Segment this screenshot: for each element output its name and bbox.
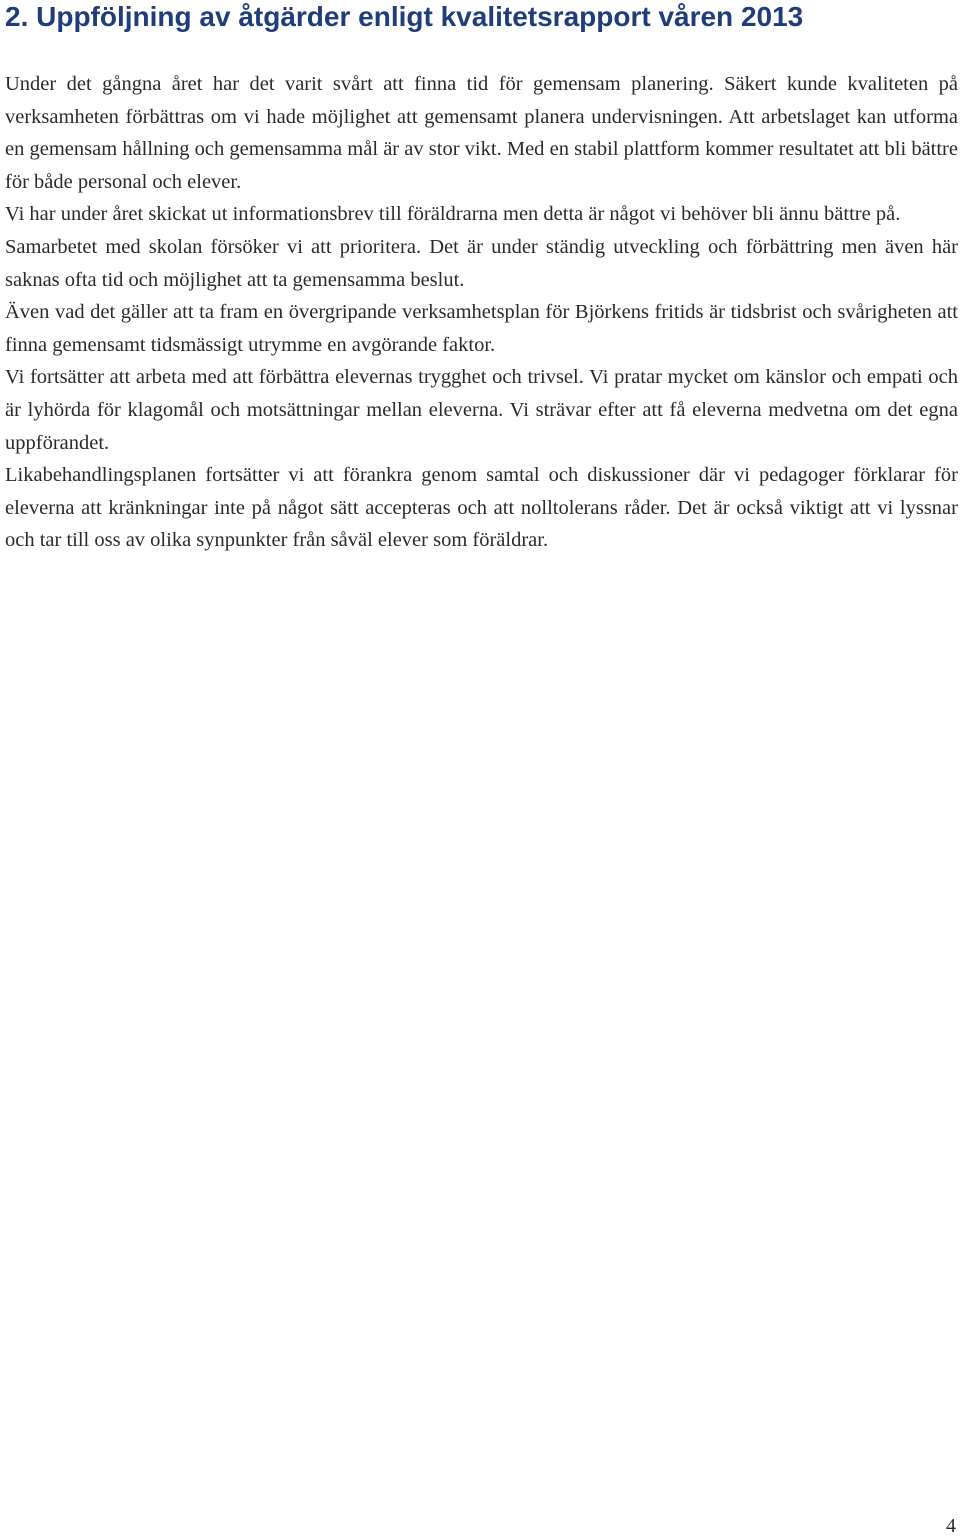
paragraph-activity-plan: Även vad det gäller att ta fram en övergripande verksamhetsplan för Björkens fritids är tidsbrist och svårigheten att finna gemensamt tidsmässigt utrymme en avgörande faktor. xyxy=(5,301,958,356)
body-text xyxy=(5,68,958,557)
paragraph-information-letters: Vi har under året skickat ut informationsbrev till föräldrarna men detta är något vi behöver bli ännu bättre på. xyxy=(5,203,901,226)
page-number: 4 xyxy=(946,1515,956,1537)
paragraph-equal-treatment: Likabehandlingsplanen fortsätter vi att förankra genom samtal och diskussioner där vi pedagoger förklarar för eleverna att kränkningar inte på något sätt accepteras och att nolltolerans råder. Det är också viktigt att vi lyssnar och tar till oss av olika synpunkter från såväl elever som föräldrar. xyxy=(5,464,958,552)
section-heading: 2. Uppföljning av åtgärder enligt kvalitetsrapport våren 2013 xyxy=(5,1,804,32)
paragraph-safety-wellbeing: Vi fortsätter att arbeta med att förbättra elevernas trygghet och trivsel. Vi pratar mycket om känslor och empati och är lyhörda för klagomål och motsättningar mellan eleverna. Vi strävar efter att få eleverna medvetna om det egna uppförandet. xyxy=(5,366,958,454)
paragraph-school-cooperation: Samarbetet med skolan försöker vi att prioritera. Det är under ständig utveckling och förbättring men även här saknas ofta tid och möjlighet att ta gemensamma beslut. xyxy=(5,235,958,291)
paragraph-planning: Under det gångna året har det varit svårt att finna tid för gemensam planering. Säkert kunde kvaliteten på verksamheten förbättras om vi hade möjlighet att gemensamt planera undervisningen. Att arbetslaget kan utforma en gemensam hållning och gemensamma mål är av stor vikt. Med en stabil plattform kommer resultatet att bli bättre för både personal och elever. xyxy=(5,73,958,193)
